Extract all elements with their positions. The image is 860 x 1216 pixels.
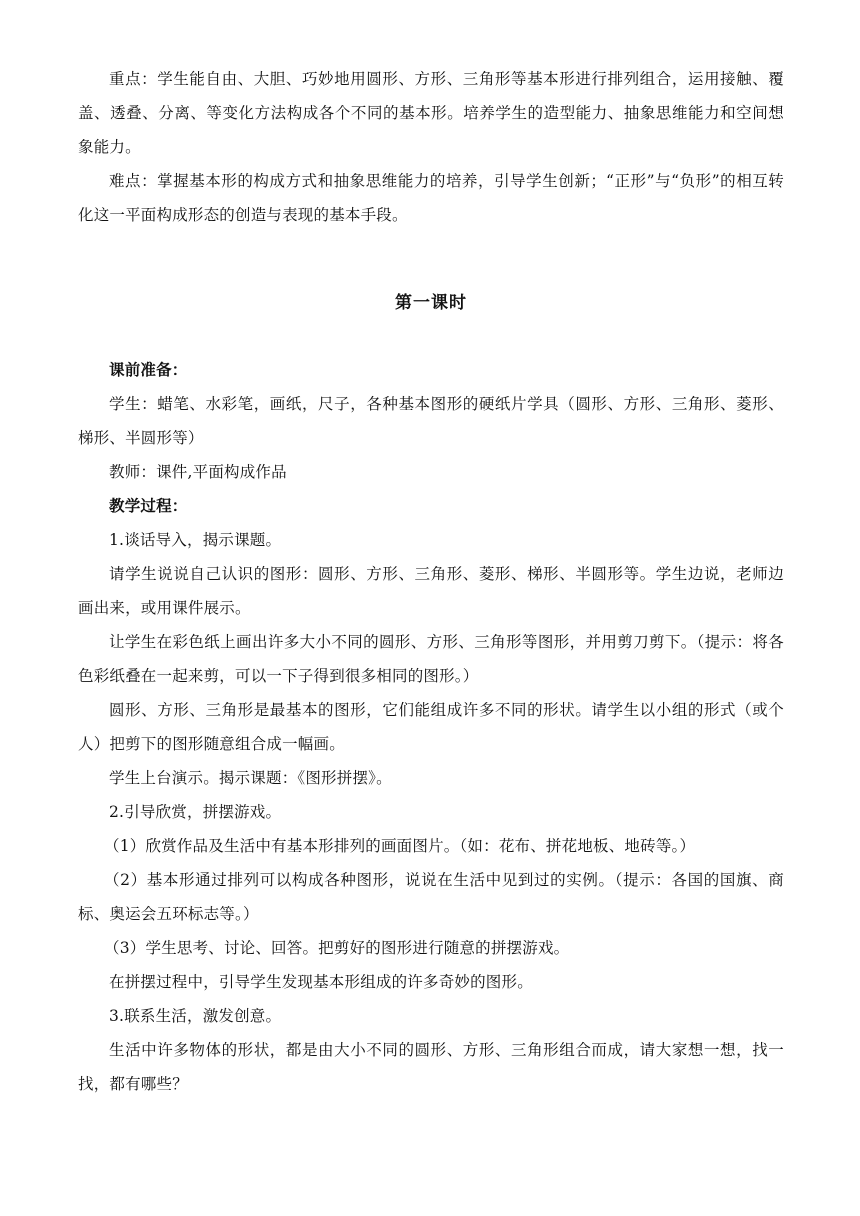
step-1-heading: 1.谈话导入，揭示课题。 bbox=[109, 531, 282, 549]
step-2-item: （3）学生思考、讨论、回答。把剪好的图形进行随意的拼摆游戏。 bbox=[104, 939, 570, 957]
spacer bbox=[78, 313, 784, 353]
students-materials: 学生：蜡笔、水彩笔，画纸，尺子，各种基本图形的硬纸片学具（圆形、方形、三角形、菱形、梯形、半圆形等） bbox=[78, 395, 784, 447]
step-2-item: （1）欣赏作品及生活中有基本形排列的画面图片。（如：花布、拼花地板、地砖等。） bbox=[104, 837, 696, 855]
step-2-item: （2）基本形通过排列可以构成各种图形，说说在生活中见到过的实例。（提示：各国的国旗、商标、奥运会五环标志等。） bbox=[78, 871, 784, 923]
document-page bbox=[78, 62, 784, 1101]
step-1-paragraph: 请学生说说自己认识的图形：圆形、方形、三角形、菱形、梯形、半圆形等。学生边说，老师边画出来，或用课件展示。 bbox=[78, 565, 784, 617]
step-2-heading: 2.引导欣赏，拼摆游戏。 bbox=[109, 803, 282, 821]
step-1-paragraph: 学生上台演示。揭示课题：《图形拼摆》。 bbox=[109, 769, 392, 787]
spacer bbox=[78, 232, 784, 288]
teacher-materials: 教师：课件,平面构成作品 bbox=[109, 463, 287, 481]
step-1-paragraph: 圆形、方形、三角形是最基本的图形，它们能组成许多不同的形状。请学生以小组的形式（或个人）把剪下的图形随意组合成一幅画。 bbox=[78, 701, 784, 753]
difficulties-paragraph: 难点：掌握基本形的构成方式和抽象思维能力的培养，引导学生创新；“正形”与“负形”的相互转化这一平面构成形态的创造与表现的基本手段。 bbox=[78, 172, 784, 224]
step-1-paragraph: 让学生在彩色纸上画出许多大小不同的圆形、方形、三角形等图形，并用剪刀剪下。（提示：将各色彩纸叠在一起来剪，可以一下子得到很多相同的图形。） bbox=[78, 633, 784, 685]
section-title: 第一课时 bbox=[395, 293, 467, 313]
step-2-paragraph: 在拼摆过程中，引导学生发现基本形组成的许多奇妙的图形。 bbox=[109, 973, 533, 991]
step-3-paragraph: 生活中许多物体的形状，都是由大小不同的圆形、方形、三角形组合而成，请大家想一想，找一找，都有哪些？ bbox=[78, 1041, 784, 1093]
key-points-paragraph: 重点：学生能自由、大胆、巧妙地用圆形、方形、三角形等基本形进行排列组合，运用接触、覆盖、透叠、分离、等变化方法构成各个不同的基本形。培养学生的造型能力、抽象思维能力和空间想象能力。 bbox=[78, 70, 784, 156]
prep-heading: 课前准备： bbox=[109, 360, 188, 379]
process-heading: 教学过程： bbox=[109, 496, 188, 515]
step-3-heading: 3.联系生活，激发创意。 bbox=[109, 1007, 282, 1025]
